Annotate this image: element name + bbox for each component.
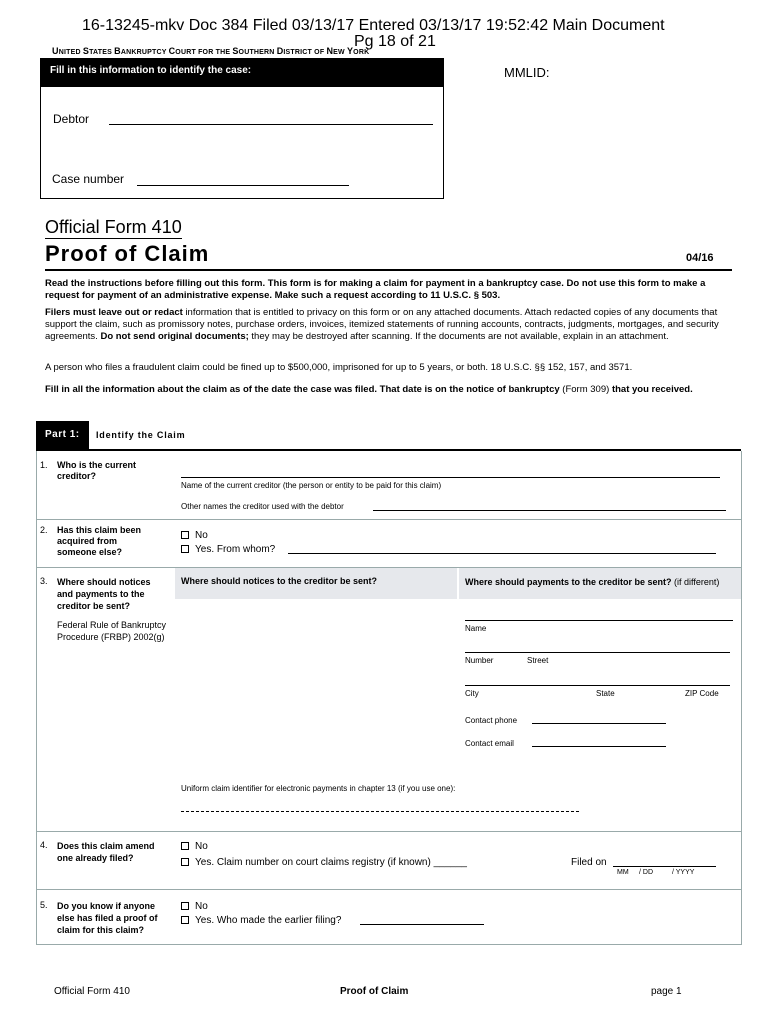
title-rule <box>45 269 732 271</box>
checkbox-icon[interactable] <box>181 858 189 866</box>
official-form-label: Official Form 410 <box>45 217 182 237</box>
checkbox-icon[interactable] <box>181 842 189 850</box>
q3-question: Where should notices and payments to the creditor be sent? <box>57 577 151 611</box>
debtor-label: Debtor <box>53 112 90 126</box>
instructions-fill: Fill in all the information about the claim as of the date the case was filed. That date is on the notice of bankruptcy (Form 309) that you received. <box>45 384 693 395</box>
q2-question: Has this claim been acquired from someone else? <box>57 525 142 557</box>
checkbox-icon[interactable] <box>181 545 189 553</box>
q4-question: Does this claim amend one already filed? <box>57 841 155 863</box>
part1-label: Part 1: <box>36 421 89 449</box>
filed-on-field[interactable] <box>613 866 716 867</box>
contact-phone-label: Contact phone <box>465 716 518 725</box>
payment-city-field[interactable] <box>465 685 730 686</box>
instructions-redact: Filers must leave out or redact information that is entitled to privacy on this form or on any attached documents. Attach redacted copies of any documents that support the claim, such as promissory notes, purchase orders, invoices, itemized statements of running accounts, contracts, judgments, mortgages, and security agreements. Do not send original documents; they may be destroyed after scanning. If the documents are not available, explain in an attachment. <box>45 307 719 342</box>
q4-yes-option[interactable]: Yes. Claim number on court claims registry (if known) ______ <box>181 857 467 868</box>
q4-no-option[interactable]: No <box>181 841 208 852</box>
instructions-fraud: A person who files a fraudulent claim could be fined up to $500,000, imprisoned for up to 5 years, or both. 18 U.S.C. §§ 152, 157, and 3571. <box>45 362 633 373</box>
checkbox-icon[interactable] <box>181 531 189 539</box>
q5-yes-option[interactable]: Yes. Who made the earlier filing? <box>181 915 341 926</box>
case-number-label: Case number <box>52 172 125 186</box>
city-caption: City <box>465 689 479 698</box>
filed-on-label: Filed on <box>571 857 607 868</box>
payments-header: Where should payments to the creditor be sent? (if different) <box>465 577 720 587</box>
part1-title: Identify the Claim <box>96 430 186 440</box>
other-names-label: Other names the creditor used with the debtor <box>181 502 344 511</box>
checkbox-icon[interactable] <box>181 916 189 924</box>
mm-caption: MM <box>617 869 629 876</box>
q2-number: 2. <box>40 525 48 535</box>
yyyy-caption: / YYYY <box>672 869 695 876</box>
mmlid-label: MMLID: <box>504 65 550 80</box>
uci-field[interactable] <box>181 811 579 812</box>
from-whom-field[interactable] <box>288 553 716 554</box>
row-divider <box>36 889 742 890</box>
contact-email-label: Contact email <box>465 739 514 748</box>
q5-question: Do you know if anyone else has filed a proof of claim for this claim? <box>57 901 158 935</box>
earlier-filing-field[interactable] <box>360 924 484 925</box>
debtor-field[interactable] <box>109 124 433 125</box>
page-of-label: Pg 18 of 21 <box>354 33 436 50</box>
state-caption: State <box>596 689 615 698</box>
case-info-box <box>40 58 444 199</box>
case-info-bar: Fill in this information to identify the case: <box>41 59 443 87</box>
number-caption: Number <box>465 656 494 665</box>
zip-caption: ZIP Code <box>685 689 719 698</box>
docket-header: 16-13245-mkv Doc 384 Filed 03/13/17 Entered 03/13/17 19:52:42 Main Document <box>82 17 665 34</box>
creditor-name-caption: Name of the current creditor (the person or entity to be paid for this claim) <box>181 481 442 490</box>
row-divider <box>36 519 742 520</box>
instructions-intro: Read the instructions before filling out this form. This form is for making a claim for payment in a bankruptcy case. Do not use this form to make a request for payment of an administrative expense. Make such a request according to 11 U.S.C. § 503. <box>45 278 706 301</box>
payment-street-field[interactable] <box>465 652 730 653</box>
q5-no-option[interactable]: No <box>181 901 208 912</box>
other-names-field[interactable] <box>373 510 726 511</box>
q3-number: 3. <box>40 576 48 586</box>
contact-phone-field[interactable] <box>532 723 666 724</box>
payment-name-field[interactable] <box>465 620 733 621</box>
name-caption: Name <box>465 624 487 633</box>
row-divider <box>36 831 742 832</box>
q2-no-option[interactable]: No <box>181 530 208 541</box>
q1-question: Who is the current creditor? <box>57 460 137 481</box>
q2-yes-option[interactable]: Yes. From whom? <box>181 544 275 555</box>
footer-title: Proof of Claim <box>340 986 409 997</box>
creditor-name-field[interactable] <box>181 477 720 478</box>
q1-number: 1. <box>40 460 48 470</box>
q5-number: 5. <box>40 900 48 910</box>
contact-email-field[interactable] <box>532 746 666 747</box>
uci-label: Uniform claim identifier for electronic payments in chapter 13 (if you use one): <box>181 784 456 793</box>
q4-number: 4. <box>40 840 48 850</box>
page-title: Proof of Claim <box>45 241 210 266</box>
court-title: UNITED STATES BANKRUPTCY COURT FOR THE SOUTHERN DISTRICT OF NEW YORK <box>52 46 370 56</box>
frbp-rule: Federal Rule of Bankruptcy Procedure (FRBP) 2002(g) <box>57 620 167 642</box>
page-number: page 1 <box>651 986 682 997</box>
street-caption: Street <box>527 656 549 665</box>
dd-caption: / DD <box>639 869 653 876</box>
footer-form: Official Form 410 <box>54 986 130 997</box>
checkbox-icon[interactable] <box>181 902 189 910</box>
form-revision: 04/16 <box>686 252 714 264</box>
title-underline-short <box>45 238 182 239</box>
notices-header: Where should notices to the creditor be sent? <box>181 576 378 586</box>
case-number-field[interactable] <box>137 185 349 186</box>
